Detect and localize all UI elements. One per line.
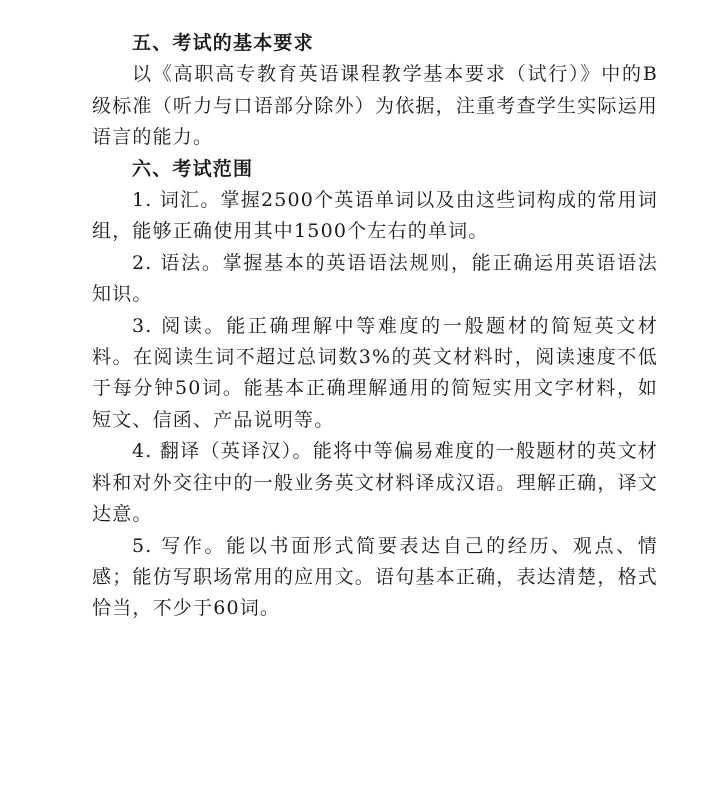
scope-item-writing: 5. 写作。能以书面形式简要表达自己的经历、观点、情感；能仿写职场常用的应用文。语句基本正确，表达清楚，格式恰当，不少于60词。: [92, 534, 658, 620]
scope-item-reading: 3. 阅读。能正确理解中等难度的一般题材的简短英文材料。在阅读生词不超过总词数3%的英文材料时，阅读速度不低于每分钟50词。能基本正确理解通用的简短实用文字材料，如短文、信函、产品说明等。: [92, 314, 658, 431]
section-heading-requirements: 五、考试的基本要求: [132, 32, 314, 54]
scope-item-grammar: 2. 语法。掌握基本的英语语法规则，能正确运用英语语法知识。: [92, 251, 658, 306]
requirements-paragraph: 以《高职高专教育英语课程教学基本要求（试行）》中的B级标准（听力与口语部分除外）为依据，注重考查学生实际运用语言的能力。: [92, 63, 658, 149]
section-heading-scope: 六、考试范围: [132, 157, 254, 180]
scope-item-translation: 4. 翻译（英译汉）。能将中等偏易难度的一般题材的英文材料和对外交往中的一般业务英文材料译成汉语。理解正确，译文达意。: [92, 440, 658, 526]
scope-item-vocabulary: 1. 词汇。掌握2500个英语单词以及由这些词构成的常用词组，能够正确使用其中1500个左右的单词。: [92, 189, 658, 243]
document-page: [92, 28, 658, 625]
